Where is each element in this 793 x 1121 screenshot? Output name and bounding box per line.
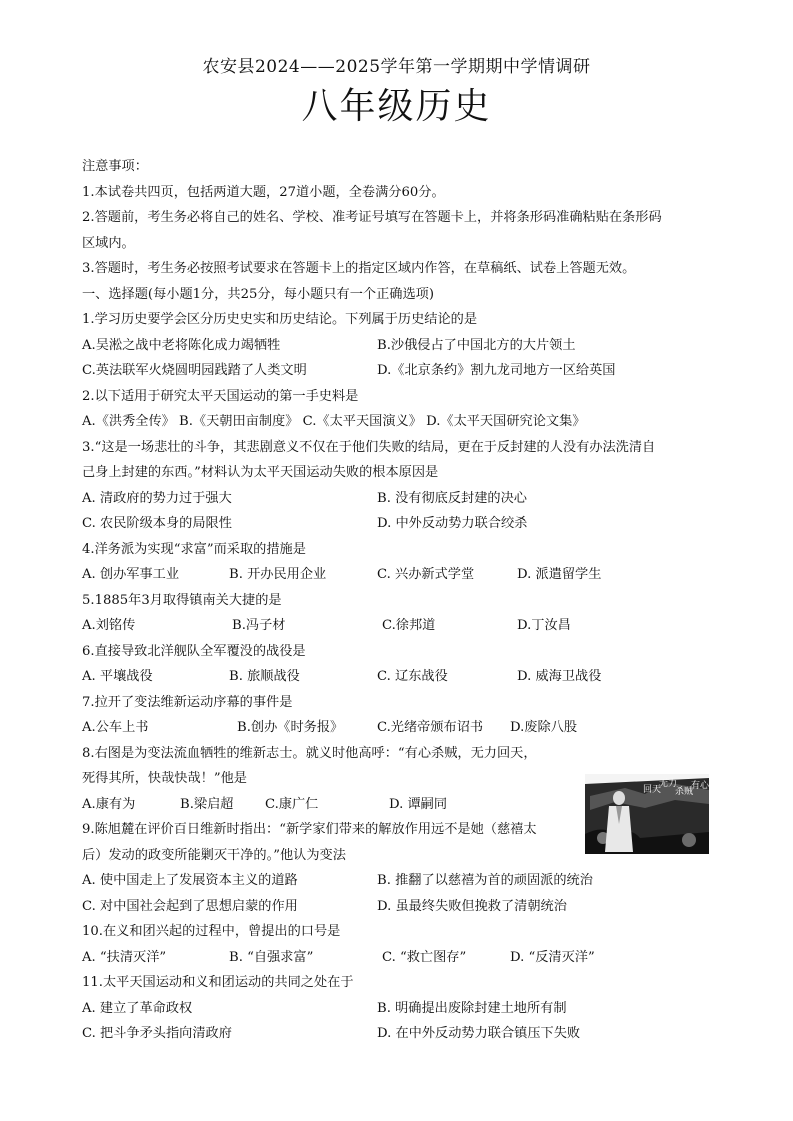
option-c: C. “救亡图存” (382, 949, 467, 965)
section-heading: 一、选择题(每小题1分，共25分，每小题只有一个正确选项) (82, 286, 434, 302)
option-c: C. 兴办新式学堂 (377, 567, 475, 582)
option-d: D. 谭嗣同 (389, 796, 448, 812)
option-d: D. 威海卫战役 (517, 669, 602, 684)
question-stem: 死得其所，快哉快哉！”他是 (82, 771, 247, 786)
martyr-portrait-image (585, 774, 709, 854)
option-a: A. 清政府的势力过于强大 (82, 490, 232, 506)
option-a: A. 使中国走上了发展资本主义的道路 (82, 873, 298, 888)
exam-body (82, 154, 722, 1047)
question-stem: 7.拉开了变法维新运动序幕的事件是 (82, 694, 293, 710)
option-d: D. 虽最终失败但挽救了清朝统治 (377, 898, 567, 914)
question-stem: 10.在义和团兴起的过程中，曾提出的口号是 (82, 924, 341, 939)
option-d: D. 中外反动势力联合绞杀 (377, 516, 528, 531)
option-a: A. “扶清灭洋” (82, 949, 167, 965)
calligraphy-col-1: 有心 (691, 781, 709, 791)
option-b: B.梁启超 (180, 796, 234, 812)
option-b: B. 没有彻底反封建的决心 (377, 490, 527, 506)
option-b: B. 明确提出废除封建土地所有制 (377, 1000, 567, 1016)
option-a: A.刘铭传 (82, 618, 136, 633)
option-b: B. 开办民用企业 (229, 567, 327, 582)
exam-title: 八年级历史 (301, 86, 492, 127)
option-d: D. 派遣留学生 (517, 567, 602, 582)
option-d: D.废除八股 (510, 720, 578, 735)
option-c: C. 农民阶级本身的局限性 (82, 516, 232, 531)
option-b: B. 推翻了以慈禧为首的顽固派的统治 (377, 873, 593, 888)
calligraphy-col-2: 杀贼 (675, 787, 694, 797)
option-c: C. 对中国社会起到了思想启蒙的作用 (82, 898, 298, 914)
option-a: A.吴淞之战中老将陈化成力竭牺牲 (82, 337, 281, 353)
option-d: D. 在中外反动势力联合镇压下失败 (377, 1026, 581, 1041)
option-c: C.光绪帝颁布诏书 (377, 720, 484, 735)
option-b: B.冯子材 (232, 618, 286, 633)
question-stem: 6.直接导致北洋舰队全军覆没的战役是 (82, 643, 306, 659)
question-stem: 8.右图是为变法流血牺牲的维新志士。就义时他高呼：“有心杀贼，无力回天， (82, 745, 537, 761)
option-b: B.沙俄侵占了中国北方的大片领土 (377, 337, 576, 353)
question-stem: 2.以下适用于研究太平天国运动的第一手史料是 (82, 388, 359, 404)
option-c: C. 把斗争矛头指向清政府 (82, 1026, 232, 1041)
exam-subtitle: 农安县2024——2025学年第一学期期中学情调研 (202, 57, 591, 77)
note-item: 区域内。 (82, 235, 135, 251)
calligraphy-col-3: 无力 (659, 779, 678, 789)
note-item: 1.本试卷共四页，包括两道大题，27道小题，全卷满分60分。 (82, 184, 445, 200)
option-a: A. 建立了革命政权 (82, 1000, 193, 1016)
option-b: B. “自强求富” (229, 949, 314, 965)
note-item: 2.答题前，考生务必将自己的姓名、学校、准考证号填写在答题卡上，并将条形码准确粘贴在条形码 (82, 210, 662, 225)
note-item: 3.答题时，考生务必按照考试要求在答题卡上的指定区域内作答，在草稿纸、试卷上答题无效。 (82, 261, 636, 276)
option-line: A.《洪秀全传》 B.《天朝田亩制度》 C.《太平天国演义》 D.《太平天国研究论文集》 (82, 414, 586, 429)
option-a: A. 平壤战役 (82, 669, 153, 684)
option-b: B.创办《时务报》 (237, 720, 344, 735)
option-a: A. 创办军事工业 (82, 567, 180, 582)
question-stem: 9.陈旭麓在评价百日维新时指出：“新学家们带来的解放作用远不是她（慈禧太 (82, 822, 537, 837)
option-b: B. 旅顺战役 (229, 669, 300, 684)
option-c: C.英法联军火烧圆明园践踏了人类文明 (82, 363, 307, 378)
question-stem: 11.太平天国运动和义和团运动的共同之处在于 (82, 975, 354, 990)
question-stem: 后）发动的政变所能剿灭干净的。”他认为变法 (82, 847, 346, 863)
option-c: C. 辽东战役 (377, 669, 448, 684)
option-a: A.公车上书 (82, 720, 149, 735)
option-a: A.康有为 (82, 796, 136, 812)
option-c: C.徐邦道 (382, 618, 436, 633)
calligraphy-col-4: 回天 (643, 785, 662, 795)
option-c: C.康广仁 (265, 796, 319, 812)
question-stem: 3.“这是一场悲壮的斗争，其悲剧意义不仅在于他们失败的结局，更在于反封建的人没有办法洗清自 (82, 439, 656, 455)
question-stem: 1.学习历史要学会区分历史史实和历史结论。下列属于历史结论的是 (82, 312, 478, 327)
notes-heading: 注意事项： (82, 159, 148, 174)
question-stem: 4.洋务派为实现“求富”而采取的措施是 (82, 541, 306, 557)
question-stem: 己身上封建的东西。”材料认为太平天国运动失败的根本原因是 (82, 465, 439, 480)
option-d: D.丁汝昌 (517, 618, 571, 633)
option-d: D. “反清灭洋” (510, 949, 595, 965)
option-d: D.《北京条约》割九龙司地方一区给英国 (377, 363, 616, 378)
question-stem: 5.1885年3月取得镇南关大捷的是 (82, 592, 282, 608)
